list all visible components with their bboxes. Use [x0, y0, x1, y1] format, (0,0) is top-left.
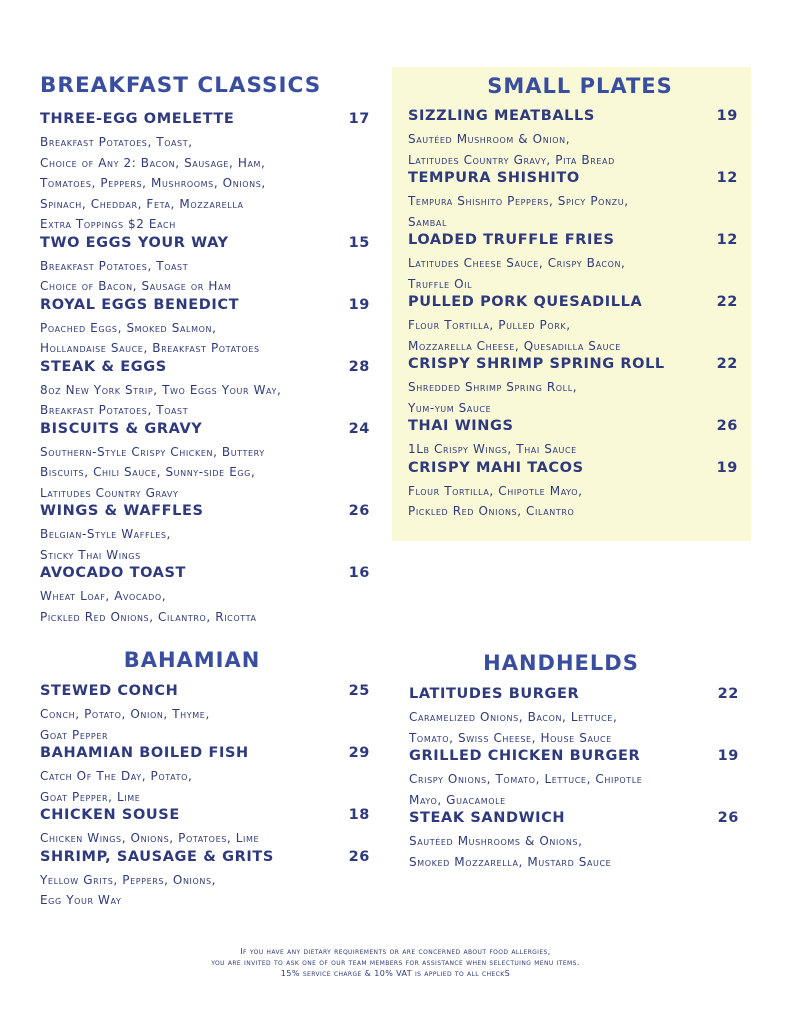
menu-item-name: THREE-EGG OMELETTE: [40, 111, 235, 127]
menu-item-description: Catch Of The Day, Potato,: [40, 769, 193, 783]
menu-item-description: Extra Toppings $2 Each: [40, 217, 176, 231]
menu-item-header: [409, 686, 739, 707]
menu-item-description: Smoked Mozzarella, Mustard Sauce: [409, 854, 612, 869]
menu-item-name: TEMPURA SHISHITO: [408, 170, 580, 186]
menu-item-price: 26: [348, 848, 370, 865]
menu-item-price: 29: [348, 745, 370, 761]
menu-item-description: Latitudes Country Gravy, Pita Bread: [408, 152, 615, 167]
footer-notice: [0, 946, 791, 979]
menu-item-header: [40, 683, 370, 704]
menu-item-description: Poached Eggs, Smoked Salmon,: [40, 320, 217, 335]
section-title: BREAKFAST CLASSICS: [40, 73, 322, 98]
menu-item: [409, 686, 739, 748]
menu-item-description: 8oz New York Strip, Two Eggs Your Way,: [40, 382, 282, 397]
menu-item-header: [40, 111, 370, 132]
menu-item-price: 26: [716, 418, 738, 434]
bahamian-section: [40, 647, 370, 911]
menu-item-name: SHRIMP, SAUSAGE & GRITS: [40, 848, 274, 865]
menu-item: [40, 111, 370, 235]
menu-item-header: [40, 849, 370, 870]
menu-item-price: 28: [348, 358, 370, 375]
handhelds-section: [409, 650, 739, 872]
menu-item-description: Sautéed Mushrooms & Onions,: [409, 834, 583, 848]
menu-item: [408, 108, 738, 170]
menu-item-description: Egg Your Way: [40, 893, 122, 907]
menu-item-price: 19: [348, 296, 370, 313]
menu-item: [408, 170, 738, 232]
menu-item-name: GRILLED CHICKEN BURGER: [409, 748, 641, 764]
menu-item-price: 19: [716, 108, 738, 124]
breakfast-classics-section: [40, 73, 370, 627]
menu-item: [40, 421, 370, 504]
menu-item: [409, 810, 739, 872]
menu-item-name: PULLED PORK QUESADILLA: [408, 294, 643, 310]
menu-item-description: Pickled Red Onions, Cilantro, Ricotta: [40, 609, 257, 624]
menu-item-description: Yum-yum Sauce: [408, 400, 492, 415]
menu-item-header: [408, 460, 738, 481]
menu-item-name: TWO EGGS YOUR WAY: [40, 234, 229, 251]
menu-item-name: SIZZLING MEATBALLS: [408, 108, 595, 124]
menu-item-description: Tempura Shishito Peppers, Spicy Ponzu,: [408, 194, 629, 208]
menu-item-name: CHICKEN SOUSE: [40, 807, 180, 823]
menu-item-name: CRISPY SHRIMP SPRING ROLL: [408, 356, 665, 372]
menu-item-description: Choice of Bacon, Sausage or Ham: [40, 279, 232, 293]
menu-item-description: Biscuits, Chili Sauce, Sunny-side Egg,: [40, 465, 256, 479]
menu-item-header: [40, 503, 370, 524]
menu-item-description: Southern-Style Crispy Chicken, Buttery: [40, 444, 265, 459]
menu-item-description: Hollandaise Sauce, Breakfast Potatoes: [40, 341, 260, 355]
menu-item-header: [408, 108, 738, 129]
menu-item-price: 22: [716, 356, 738, 372]
menu-item-price: 12: [716, 232, 738, 248]
menu-item: [40, 359, 370, 421]
menu-item-description: Breakfast Potatoes, Toast: [40, 258, 189, 273]
menu-item-header: [40, 359, 370, 380]
menu-item-description: Mayo, Guacamole: [409, 792, 506, 807]
menu-item-header: [408, 356, 738, 377]
menu-item-description: Chicken Wings, Onions, Potatoes, Lime: [40, 831, 260, 845]
menu-item-header: [409, 810, 739, 831]
menu-item: [40, 297, 370, 359]
menu-item-name: ROYAL EGGS BENEDICT: [40, 296, 240, 313]
menu-item-description: Shredded Shrimp Spring Roll,: [408, 380, 578, 394]
menu-item-price: 26: [348, 503, 370, 519]
footer-line: 15% service charge & 10% VAT is applied to all checkS: [280, 969, 511, 978]
footer-line: you are invited to ask one of our team members for assistance when selectuing menu items.: [211, 958, 580, 967]
menu-item-description: Yellow Grits, Peppers, Onions,: [40, 872, 217, 887]
menu-item: [408, 460, 738, 522]
menu-item-description: Latitudes Cheese Sauce, Crispy Bacon,: [408, 256, 626, 270]
menu-item: [408, 418, 738, 460]
menu-item-header: [40, 235, 370, 256]
menu-item-description: Mozzarella Cheese, Quesadilla Sauce: [408, 338, 621, 353]
menu-item-price: 12: [716, 170, 738, 186]
menu-item-header: [408, 418, 738, 439]
menu-item-name: STEWED CONCH: [40, 683, 179, 699]
menu-item-header: [409, 748, 739, 769]
menu-item-description: Conch, Potato, Onion, Thyme,: [40, 707, 210, 721]
menu-item: [40, 683, 370, 745]
footer-line: If you have any dietary requirements or are concerned about food allergies,: [240, 947, 551, 956]
menu-item-description: Caramelized Onions, Bacon, Lettuce,: [409, 710, 618, 724]
menu-item-name: BISCUITS & GRAVY: [40, 420, 203, 437]
menu-item-description: Latitudes Country Gravy: [40, 485, 179, 500]
menu-item-header: [40, 297, 370, 318]
menu-item-name: AVOCADO TOAST: [40, 565, 186, 581]
menu-item-name: STEAK SANDWICH: [409, 810, 566, 826]
menu-item-description: Crispy Onions, Tomato, Lettuce, Chipotle: [409, 772, 643, 786]
menu-item: [408, 232, 738, 294]
menu-item-description: Belgian-Style Waffles,: [40, 527, 171, 541]
menu-item: [40, 565, 370, 627]
menu-item-price: 19: [717, 748, 739, 764]
menu-item: [40, 745, 370, 807]
menu-item: [40, 235, 370, 297]
menu-item: [40, 807, 370, 849]
small-plates-section: [408, 73, 738, 522]
menu-item-price: 22: [717, 686, 739, 702]
menu-item-description: Truffle Oil: [408, 276, 473, 291]
menu-item-description: Pickled Red Onions, Cilantro: [408, 504, 575, 518]
menu-item-name: STEAK & EGGS: [40, 358, 167, 375]
menu-item-description: Spinach, Cheddar, Feta, Mozzarella: [40, 196, 244, 211]
menu-item-header: [408, 232, 738, 253]
menu-item-name: LATITUDES BURGER: [409, 686, 580, 702]
menu-item-name: WINGS & WAFFLES: [40, 503, 204, 519]
menu-item-price: 24: [348, 420, 370, 437]
menu-item-description: Choice of Any 2: Bacon, Sausage, Ham,: [40, 155, 266, 170]
menu-item-header: [40, 565, 370, 586]
menu-item-description: Goat Pepper, Lime: [40, 789, 141, 804]
menu-item-price: 22: [716, 294, 738, 310]
menu-item-header: [40, 807, 370, 828]
menu-item-description: Breakfast Potatoes, Toast: [40, 403, 189, 417]
section-title: SMALL PLATES: [487, 74, 673, 98]
menu-item-price: 19: [716, 459, 738, 476]
section-title: HANDHELDS: [483, 651, 639, 675]
menu-item: [40, 503, 370, 565]
menu-item-description: Tomato, Swiss Cheese, House Sauce: [409, 730, 612, 745]
menu-item: [40, 849, 370, 911]
menu-item-header: [408, 170, 738, 191]
menu-item-description: Flour Tortilla, Chipotle Mayo,: [408, 483, 583, 498]
menu-item-price: 15: [348, 234, 370, 251]
menu-item-description: 1Lb Crispy Wings, Thai Sauce: [408, 442, 577, 456]
menu-item-price: 26: [717, 810, 739, 826]
menu-item-description: Goat Pepper: [40, 727, 109, 742]
menu-item: [408, 294, 738, 356]
menu-item-description: Breakfast Potatoes, Toast,: [40, 135, 193, 149]
menu-item-description: Sticky Thai Wings: [40, 547, 141, 562]
menu-item-price: 17: [348, 111, 370, 127]
menu-item-description: Sautéed Mushroom & Onion,: [408, 132, 571, 146]
menu-item-header: [40, 421, 370, 442]
menu-item-description: Sambal: [408, 214, 448, 229]
menu-item: [409, 748, 739, 810]
section-title: BAHAMIAN: [123, 648, 261, 672]
menu-item-description: Wheat Loaf, Avocado,: [40, 589, 167, 603]
menu-item-price: 18: [348, 807, 370, 823]
menu-item: [408, 356, 738, 418]
menu-item-price: 25: [348, 683, 370, 699]
menu-item-description: Tomatoes, Peppers, Mushrooms, Onions,: [40, 176, 266, 190]
menu-item-name: LOADED TRUFFLE FRIES: [408, 232, 615, 248]
menu-item-header: [40, 745, 370, 766]
menu-item-price: 16: [348, 565, 370, 581]
menu-item-name: THAI WINGS: [408, 418, 514, 434]
menu-item-description: Flour Tortilla, Pulled Pork,: [408, 318, 571, 332]
menu-item-name: BAHAMIAN BOILED FISH: [40, 745, 249, 761]
menu-item-name: CRISPY MAHI TACOS: [408, 459, 584, 476]
menu-item-header: [408, 294, 738, 315]
